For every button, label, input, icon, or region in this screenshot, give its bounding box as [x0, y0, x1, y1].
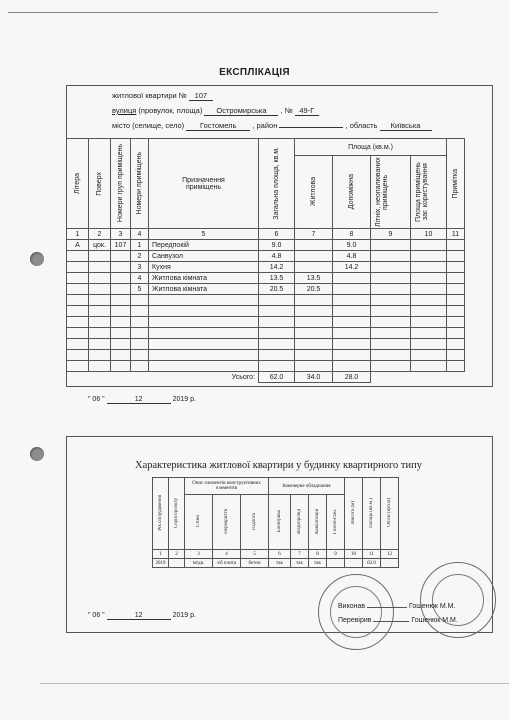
punch-hole-lower: [30, 447, 44, 461]
totals-aux: 28.0: [333, 372, 371, 383]
characteristics-title: Характеристика житлової квартири у будинку квартирного типу: [135, 460, 422, 471]
header-litera: Літера: [67, 139, 89, 229]
ch-header-series: Серія проекту: [174, 497, 179, 528]
totals-total: 62.0: [259, 372, 295, 383]
table-row: А цок. 107 1 Передпокій 9.0 9.0: [67, 240, 465, 251]
empty-row: [67, 306, 465, 317]
ch-header-gas: Газопостач.: [333, 508, 338, 534]
header-auxiliary: Допоміжна: [333, 156, 371, 229]
date-explication: " 06 " 12 2019 р.: [88, 396, 196, 403]
street-label: вулиця: [112, 106, 137, 115]
city-label: місто (селище, село): [112, 121, 185, 130]
header-living: Житлова: [295, 156, 333, 229]
house-label: , №: [280, 106, 293, 115]
district-blank: [279, 127, 343, 128]
ch-header-ceiling: Перекриття: [224, 508, 229, 534]
empty-row: [67, 317, 465, 328]
city-name: Гостомель: [186, 121, 250, 131]
header-area-group: Площа (кв.м.): [295, 139, 447, 156]
header-group-no: Номери груп приміщень: [111, 139, 131, 229]
ch-header-volume: Об'єм (куб.м): [387, 498, 392, 527]
ch-header-electric: Електрика: [277, 509, 282, 533]
ch-group-equipment: Інженерне обладнання: [269, 478, 345, 495]
ch-values-row: 2019 мтдв. з/б плита бетон так так так 62.0: [153, 559, 399, 568]
totals-label: Усього:: [231, 373, 255, 381]
table-row: 2 Санвузол 4.8 4.8: [67, 251, 465, 262]
apartment-label: житлової квартири №: [112, 91, 187, 100]
ch-group-walls: Опис елементів конструктивних елементів: [185, 478, 269, 495]
totals-row: [67, 372, 465, 383]
header-shared: Площа приміщень заг. користування: [411, 156, 447, 229]
district-label: , район: [252, 121, 278, 130]
header-summer: Літніх, неопалюваних приміщень: [371, 156, 411, 229]
table-row: 4 Житлова кімната 13.5 13.5: [67, 273, 465, 284]
header-room-no: Номери приміщень: [131, 139, 149, 229]
region-label: , область: [345, 121, 378, 130]
characteristics-table: [152, 477, 399, 568]
header-note: Примітка: [447, 139, 465, 229]
document-title: ЕКСПЛІКАЦІЯ: [219, 67, 290, 78]
table-row: 5 Житлова кімната 20.5 20.5: [67, 284, 465, 295]
totals-living: 34.0: [295, 372, 333, 383]
ch-header-area: Площа (кв.м.): [369, 497, 374, 528]
signature-executed: Виконав Гошенюк М.М.: [338, 603, 456, 610]
top-edge-line: [8, 12, 438, 13]
date-characteristics: " 06 " 12 2019 р.: [88, 612, 196, 619]
ch-header-water: Водопровід: [297, 508, 302, 534]
city-line: [112, 121, 432, 131]
empty-row: [67, 339, 465, 350]
signature-checked: Перевірив Гошенюк М.М.: [338, 617, 458, 624]
stamp-seal-left-inner: [330, 586, 382, 638]
apartment-number: 107: [189, 91, 213, 101]
street-label-rest: (провулок, площа): [138, 106, 203, 115]
table-row: 3 Кухня 14.2 14.2: [67, 262, 465, 273]
header-purpose: Призначення приміщень: [149, 139, 259, 229]
bottom-edge-line: [40, 683, 509, 684]
header-total-area: Загальна площа, кв.м.: [259, 139, 295, 229]
house-number: 49-Г: [295, 106, 319, 116]
apartment-line: [112, 91, 213, 101]
empty-row: [67, 328, 465, 339]
street-line: [112, 106, 319, 116]
header-floor: Поверх: [89, 139, 111, 229]
ch-header-height: Висота (м): [351, 501, 356, 524]
empty-row: [67, 361, 465, 372]
ch-header-sewer: Каналізація: [315, 508, 320, 534]
region-name: Київська: [380, 121, 432, 131]
column-numbers-row: 1 2 3 4 5 6 7 8 9 10 11: [67, 229, 465, 240]
explication-table: [66, 138, 465, 383]
empty-row: [67, 295, 465, 306]
ch-header-walls: Стіни: [196, 514, 201, 528]
ch-header-floor: Підлога: [252, 512, 257, 530]
ch-header-year: Рік спорудження: [158, 494, 163, 531]
ch-column-numbers-row: 1 2 3 4 5 6 7 8 9 10 11 12: [153, 550, 399, 559]
street-name: Остромирська: [204, 106, 278, 116]
empty-row: [67, 350, 465, 361]
punch-hole-upper: [30, 252, 44, 266]
